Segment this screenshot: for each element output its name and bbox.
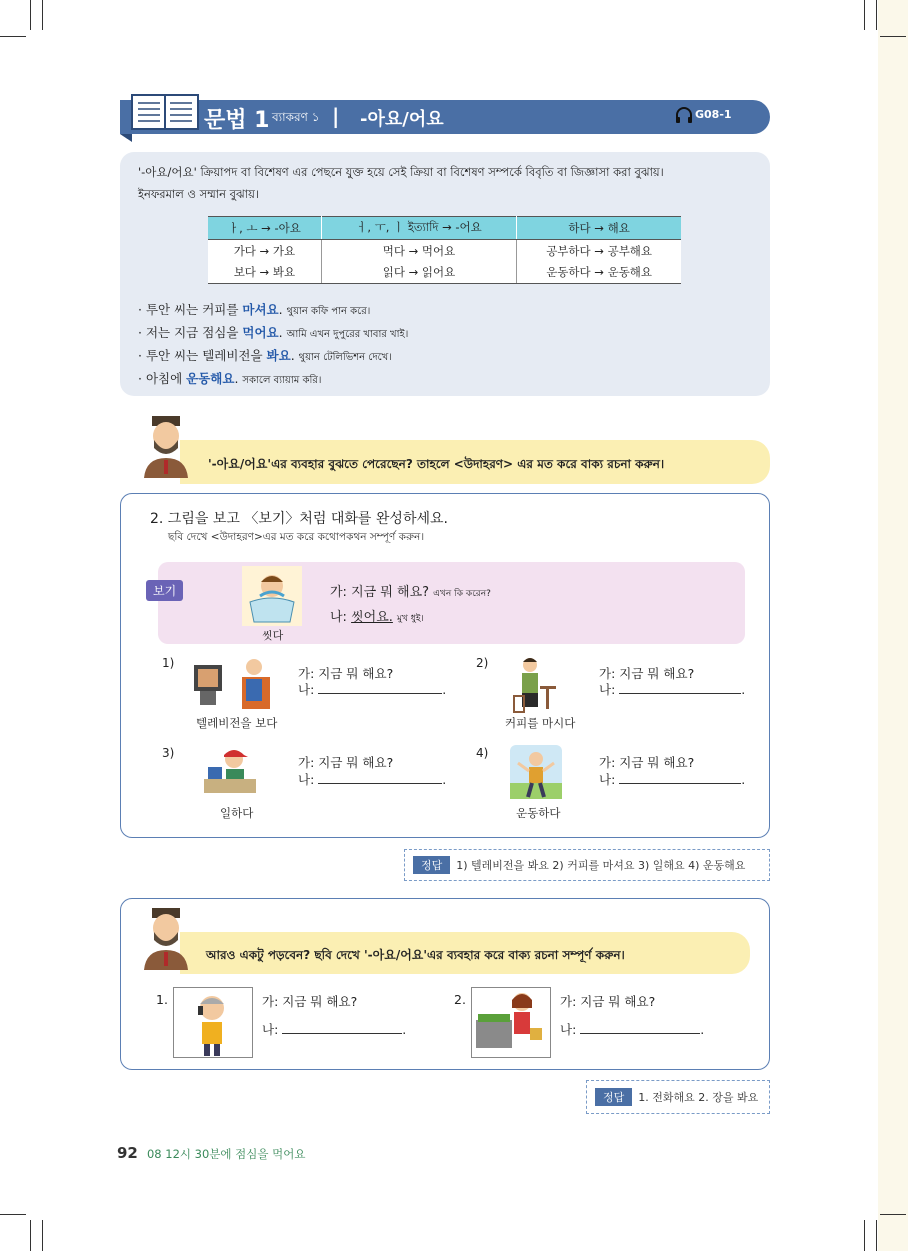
instruction-text: আরও একটু পড়বেন? ছবি দেখে '-아요/어요'এর ব্যবহার করে বাক্য রচনা সম্পূর্ণ করুন। [206, 948, 625, 962]
crop-mark [876, 0, 877, 30]
answer-blank[interactable] [282, 1033, 402, 1034]
conjugation-table [208, 216, 681, 284]
item-question: 가: 지금 뭐 해요? [599, 755, 695, 770]
exercise-title: 2. 그림을 보고 〈보기〉처럼 대화를 완성하세요. [150, 511, 448, 527]
picture-frame [173, 987, 253, 1058]
chapter-title: 08 12시 30분에 점심을 먹어요 [146, 1147, 306, 1161]
crop-mark [880, 36, 906, 37]
washing-face-picture [242, 566, 302, 626]
crop-mark [864, 0, 865, 30]
crop-mark [864, 1220, 865, 1251]
header-subtitle: ব্যাকরণ ১ [272, 110, 320, 124]
answer-label: 정답 [595, 1088, 632, 1106]
headphones-icon[interactable] [675, 107, 693, 123]
phone-call-picture [174, 988, 252, 1057]
drinking-coffee-picture [510, 656, 560, 714]
item-caption: 일하다 [220, 806, 254, 820]
header-title: 문법 1 [204, 108, 270, 133]
item-number: 2. [454, 992, 466, 1007]
table-cell: 먹다 → 먹어요 [321, 240, 516, 262]
instruction-text: '-아요/어요'এর ব্যবহার বুঝতে পেরেছেন? তাহলে <উদাহরণ> এর মত করে বাক্য রচনা করুন। [208, 457, 665, 471]
crop-mark [30, 0, 31, 30]
table-header: ㅓ, ㅜ, ㅣ ইত্যাদি → -어요 [321, 217, 516, 240]
table-header: 하다 → 해요 [517, 217, 681, 240]
example-sentence: · 저는 지금 점심을 먹어요. আমি এখন দুপুরের খাবার খাই। [138, 325, 409, 340]
item-number: 3) [162, 746, 175, 760]
answer-text: 1. 전화해요 2. 장을 봐요 [638, 1091, 759, 1104]
item-answer-line: 나: . [599, 772, 746, 787]
crop-mark [42, 1220, 43, 1251]
answer-key [586, 1080, 770, 1114]
table-cell: 보다 → 봐요 [208, 262, 321, 284]
table-cell: 읽다 → 읽어요 [321, 262, 516, 284]
table-cell: 가다 → 가요 [208, 240, 321, 262]
audio-track-code[interactable]: G08-1 [695, 108, 732, 121]
item-caption: 운동하다 [516, 806, 561, 820]
item-question: 가: 지금 뭐 해요? [262, 994, 358, 1009]
item-question: 가: 지금 뭐 해요? [298, 666, 394, 681]
item-answer-line: 나: . [599, 682, 746, 697]
item-number: 1) [162, 656, 175, 670]
item-caption: 텔레비전을 보다 [196, 716, 278, 730]
example-answer: 나: 씻어요. মুখ ধুই। [330, 610, 424, 625]
header-separator: | [332, 104, 340, 128]
table-cell: 공부하다 → 공부해요 [517, 240, 681, 262]
item-question: 가: 지금 뭐 해요? [560, 994, 656, 1009]
answer-text: 1) 텔레비전을 봐요 2) 커피를 마셔요 3) 일해요 4) 운동해요 [456, 859, 746, 872]
page-edge-strip [878, 0, 908, 1251]
grammar-intro-line2: ইনফরমাল ও সম্মান বুঝায়। [138, 187, 259, 201]
working-picture [200, 745, 260, 797]
item-number: 1. [156, 992, 168, 1007]
answer-blank[interactable] [580, 1033, 700, 1034]
item-question: 가: 지금 뭐 해요? [298, 755, 394, 770]
watching-tv-picture [192, 657, 274, 711]
crop-mark [42, 0, 43, 30]
crop-mark [880, 1214, 906, 1215]
item-number: 4) [476, 746, 489, 760]
crop-mark [876, 1220, 877, 1251]
item-answer-line: 나: . [560, 1022, 705, 1037]
example-question: 가: 지금 뭐 해요? এখন কি করেন? [330, 585, 491, 600]
grocery-shopping-picture [472, 988, 550, 1057]
section-header [120, 98, 770, 138]
picture-frame [471, 987, 551, 1058]
item-answer-line: 나: . [298, 772, 447, 787]
example-sentence: · 아침에 운동해요. সকালে ব্যায়াম করি। [138, 371, 322, 386]
answer-label: 정답 [413, 856, 450, 874]
answer-key [404, 849, 770, 881]
book-icon [130, 92, 200, 132]
page-footer [117, 1143, 305, 1162]
example-tag: 보기 [146, 580, 183, 601]
answer-blank[interactable] [619, 693, 741, 694]
answer-blank[interactable] [318, 783, 442, 784]
header-topic: -아요/어요 [360, 109, 444, 130]
example-sentence: · 투안 씨는 텔레비전을 봐요. থুয়ান টেলিভিশন দেখে। [138, 348, 392, 363]
answer-blank[interactable] [619, 783, 741, 784]
answer-blank[interactable] [318, 693, 442, 694]
item-answer-line: 나: . [262, 1022, 407, 1037]
table-cell: 운동하다 → 운동해요 [517, 262, 681, 284]
crop-mark [0, 1214, 26, 1215]
item-number: 2) [476, 656, 489, 670]
example-caption: 씻다 [262, 629, 284, 642]
teacher-icon [138, 414, 198, 478]
item-answer-line: 나: . [298, 682, 447, 697]
page-number: 92 [117, 1144, 138, 1162]
item-question: 가: 지금 뭐 해요? [599, 666, 695, 681]
example-sentence: · 투안 씨는 커피를 마셔요. থুয়ান কফি পান করে। [138, 302, 371, 317]
table-header: ㅏ, ㅗ → -아요 [208, 217, 321, 240]
grammar-intro-line1: '-아요/어요' ক্রিয়াপদ বা বিশেষণ এর পেছনে যুক্ত হয়ে সেই ক্রিয়া বা বিশেষণ সম্পর্কে বিবৃতি বা জিজ্ঞাসা করা বুঝায়। [138, 165, 664, 179]
crop-mark [30, 1220, 31, 1251]
item-caption: 커피를 마시다 [505, 716, 576, 730]
exercise-subtitle: ছবি দেখে <উদাহরণ>এর মত করে কথোপকথন সম্পূর্ণ করুন। [168, 531, 425, 543]
crop-mark [0, 36, 26, 37]
exercising-picture [510, 745, 562, 799]
teacher-icon [138, 906, 198, 970]
